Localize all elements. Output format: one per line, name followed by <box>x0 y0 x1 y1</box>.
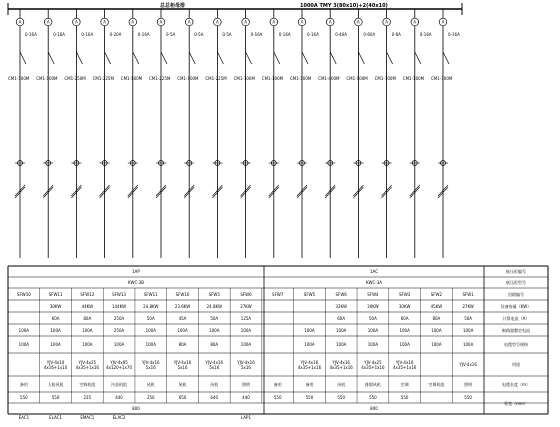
breaker-model-label: CM1-100M <box>177 76 199 81</box>
table-cell: 60A <box>51 315 60 321</box>
table-cell: YJV-4x16 5x16 <box>237 359 255 370</box>
table-cell: 100A <box>399 327 410 333</box>
table-cell: 45KW <box>430 303 443 309</box>
breaker-range-label: 0-60A <box>363 32 376 37</box>
table-cell: 50A <box>464 315 473 321</box>
breaker-model-label: CM1-100M <box>233 76 255 81</box>
table-cell: 100A <box>399 342 410 347</box>
table-cell: 80A <box>83 315 92 321</box>
table-cell: 100A <box>367 342 379 347</box>
table-cell: 100A <box>145 327 156 333</box>
table-cell: YJV-4x25 4x35+1x16 <box>75 359 99 370</box>
ammeter-symbol: A <box>46 19 50 25</box>
table-cell: 80A <box>432 315 441 321</box>
breaker-model-label: CM1-100M <box>8 76 30 81</box>
table-cell: 250A <box>113 315 125 321</box>
bus-label-left: 总总柜母排 <box>160 3 186 9</box>
table-cell: YJV-4x16 4x35+1x16 <box>392 359 417 370</box>
table-cell: 100A <box>240 327 252 333</box>
table-cell: 100A <box>336 327 347 333</box>
table-cell: 100A <box>367 327 379 333</box>
table-cell: 备用 <box>273 381 282 387</box>
table-cell: 100A <box>304 327 315 333</box>
table-cell: 30KW <box>398 303 411 309</box>
table-cell: YJV-4x16 <box>459 362 477 367</box>
table-cell: SFW5 <box>208 291 220 297</box>
table-cell: 风机 <box>210 381 219 387</box>
table-cell: 27KW <box>240 303 252 309</box>
footer-code: EAC1 <box>18 414 30 420</box>
table-cell: 32KW <box>335 303 347 309</box>
table-cell: SFW12 <box>80 291 95 297</box>
table-cell: 100A <box>462 342 474 347</box>
table-cell: 30KW <box>367 303 379 309</box>
table-cell: 人防风机 <box>47 381 64 387</box>
breaker-model-label: CM1-100M <box>346 76 368 81</box>
breaker-range-label: 0-5A <box>194 32 204 37</box>
breaker-range-label: 0-5A <box>166 32 176 37</box>
table-cell: 100A <box>431 327 442 333</box>
table-cell: SFW11 <box>143 291 158 297</box>
table-cell: 650 <box>178 395 187 400</box>
table-cell: 100A <box>113 342 125 347</box>
breaker-range-label: 0-16A <box>278 32 291 37</box>
row-label: 低压柜编号 <box>506 269 526 274</box>
breaker-model-label: CM1-100M <box>290 76 312 81</box>
breaker-range-label: 0-6A <box>391 32 401 37</box>
ammeter-symbol: A <box>216 19 219 25</box>
table-cell: 50A <box>210 315 219 321</box>
table-cell: 250A <box>113 327 125 333</box>
breaker-model-label: CM1-100M <box>374 76 396 81</box>
row-label: 断路器整定电流 <box>502 327 530 333</box>
table-cell: 空调机组 <box>428 381 445 387</box>
table-cell: 100A <box>462 327 474 333</box>
table-cell: 50A <box>369 315 377 321</box>
table-cell: 风机 <box>146 381 155 387</box>
group-a-model: KWC-3B <box>128 280 144 285</box>
breaker-model-label: CM1-225M <box>92 76 114 81</box>
ammeter-symbol: A <box>441 19 445 25</box>
table-cell: SFW13 <box>112 291 126 297</box>
table-cell: 60A <box>337 315 346 321</box>
footer-width-a: 800 <box>132 406 140 411</box>
table-cell: 100A <box>240 342 252 347</box>
ammeter-symbol: A <box>187 19 191 25</box>
table-cell: 27KW <box>462 303 474 309</box>
breaker-range-label: 0-20A <box>109 32 122 37</box>
ammeter-symbol: A <box>328 19 332 25</box>
table-cell: YJV-4x16 4x35+1x16 <box>297 359 322 370</box>
table-cell: 235 <box>83 395 92 400</box>
breaker-model-label: CM1-100M <box>120 76 143 81</box>
table-cell: 100A <box>82 342 93 347</box>
table-cell: 44KW <box>81 303 94 309</box>
table-cell: SFW11 <box>48 291 63 297</box>
ammeter-symbol: A <box>413 19 417 25</box>
footer-code: ELAC2 <box>112 414 126 420</box>
breaker-range-label: 0-16A <box>419 32 432 37</box>
table-cell: YJV-4x95 4x120+1x70 <box>106 359 132 370</box>
ammeter-symbol: A <box>103 19 106 25</box>
table-cell: 550 <box>400 395 409 400</box>
ammeter-symbol: A <box>357 19 360 25</box>
table-cell: 550 <box>20 395 28 400</box>
breaker-range-label: 0-5A <box>222 32 232 37</box>
table-cell: 60A <box>400 315 409 321</box>
row-label: 设备容量（KW） <box>500 303 532 309</box>
table-cell: 125A <box>240 315 252 321</box>
table-cell: 24.8KW <box>143 303 159 309</box>
ammeter-symbol: A <box>75 19 78 25</box>
table-cell: 80A <box>210 342 219 347</box>
table-cell: 100A <box>50 327 61 333</box>
bus-label-right: 1000A TMY 3(80x10)+2(40x10) <box>300 3 388 9</box>
table-cell: 空调 <box>400 381 409 387</box>
table-cell: SFW5 <box>303 291 316 297</box>
table-cell: SFW2 <box>430 291 443 297</box>
breaker-model-label: CM1-100M <box>261 76 284 81</box>
table-cell: YJV-4x10 4x16+1x10 <box>43 359 68 370</box>
ammeter-symbol: A <box>385 19 388 25</box>
table-cell: 24.8KW <box>206 303 222 309</box>
table-cell: 100A <box>18 342 30 347</box>
ammeter-symbol: A <box>18 19 22 25</box>
table-cell: 100A <box>145 342 156 347</box>
breaker-range-label: 0-16A <box>137 32 150 37</box>
table-cell: SFW7 <box>272 291 284 297</box>
table-cell: 550 <box>305 395 314 400</box>
table-cell: 风机 <box>337 381 346 387</box>
table-cell: YJV-4x16 4x35+1x16 <box>329 359 353 370</box>
breaker-range-label: 0-16A <box>25 32 37 37</box>
breaker-range-label: 0-16A <box>250 32 263 37</box>
breaker-range-label: 0-16A <box>307 32 319 37</box>
row-label: 电缆型号规格 <box>504 342 528 347</box>
table-cell: YJV-4x16 5x16 <box>173 359 192 370</box>
table-cell: 100A <box>209 327 220 333</box>
table-cell: 100A <box>50 342 61 347</box>
table-cell: 100A <box>82 327 93 333</box>
table-cell: 440 <box>115 395 123 400</box>
table-cell: 风机 <box>178 381 187 387</box>
table-cell: SFW4 <box>367 291 379 297</box>
table-cell: SFW16 <box>175 291 190 297</box>
footer-width-b: 800 <box>370 406 378 411</box>
breaker-range-label: 0-16A <box>53 32 66 37</box>
table-cell: 550 <box>273 395 282 400</box>
table-cell: 100A <box>304 342 315 347</box>
table-cell: 备用 <box>19 381 28 387</box>
table-cell: 照明 <box>241 381 250 387</box>
table-cell: 照明 <box>464 381 473 387</box>
table-cell: 550 <box>464 395 472 400</box>
breaker-model-label: CM1-225M <box>149 76 171 81</box>
footer-code: LAP1 <box>240 414 251 420</box>
breaker-range-label: 0-40A <box>335 32 348 37</box>
ammeter-symbol: A <box>300 19 304 25</box>
breaker-model-label: CM1-100M <box>402 76 425 81</box>
group-a-title: 1AP <box>132 269 140 274</box>
table-cell: 550 <box>51 395 60 400</box>
breaker-model-label: CM1-400M <box>318 76 340 81</box>
row-label: 用途 <box>512 362 520 367</box>
table-cell: 100A <box>431 342 442 347</box>
footer-code: ELAC1 <box>49 414 62 420</box>
table-cell: YJV-4x25 4x35+1x16 <box>361 359 385 370</box>
table-cell: 550 <box>369 395 377 400</box>
ammeter-symbol: A <box>159 19 163 25</box>
table-cell: 100A <box>18 327 30 333</box>
table-cell: 50A <box>146 315 155 321</box>
table-cell: 440 <box>242 395 250 400</box>
table-cell: YJV-4x16 5x16 <box>205 359 224 370</box>
table-cell: 100A <box>336 342 347 347</box>
group-b-model: KWC-3A <box>366 280 382 285</box>
table-cell: SFW6 <box>335 291 347 297</box>
table-cell: 80A <box>178 342 187 347</box>
table-cell: SFW10 <box>16 291 31 297</box>
table-cell: 640 <box>210 395 219 400</box>
ammeter-symbol: A <box>272 19 276 25</box>
footer-code: EMAC1 <box>80 414 95 420</box>
row-label: 电缆长度（m） <box>502 381 530 387</box>
table-cell: 空调机组 <box>79 381 96 387</box>
table-cell: 30KW <box>49 303 62 309</box>
table-cell: 冷冻机组 <box>111 381 128 387</box>
table-cell: 144KW <box>112 303 127 309</box>
table-cell: SFW1 <box>462 291 474 297</box>
table-cell: 备用 <box>305 381 314 387</box>
table-cell: SFW3 <box>398 291 411 297</box>
breaker-model-label: CM1-225M <box>205 76 227 81</box>
table-cell: 550 <box>337 395 345 400</box>
ammeter-symbol: A <box>131 19 135 25</box>
breaker-model-label: CM1-100M <box>36 76 58 81</box>
table-cell: 23.6KW <box>174 303 191 309</box>
breaker-range-label: 0-16A <box>81 32 94 37</box>
breaker-model-label: CM1-100M <box>431 76 453 81</box>
ammeter-symbol: A <box>244 19 247 25</box>
table-cell: 45A <box>178 315 187 321</box>
breaker-range-label: 0-16A <box>448 32 460 37</box>
row-label: 计算电流（A） <box>502 315 530 321</box>
group-b-title: 1AC <box>369 269 378 274</box>
table-cell: 100A <box>177 327 188 333</box>
row-label: 低压柜型号 <box>506 280 526 285</box>
row-label: 回路编号 <box>508 291 524 297</box>
table-cell: 250 <box>146 395 155 400</box>
table-cell: SFW6 <box>240 291 252 297</box>
table-cell: YJV-4x16 5x16 <box>141 359 160 370</box>
breaker-model-label: CM1-250M <box>64 76 86 81</box>
row-label: 柜宽（mm） <box>504 400 528 406</box>
table-cell: 排烟风机 <box>364 381 381 387</box>
